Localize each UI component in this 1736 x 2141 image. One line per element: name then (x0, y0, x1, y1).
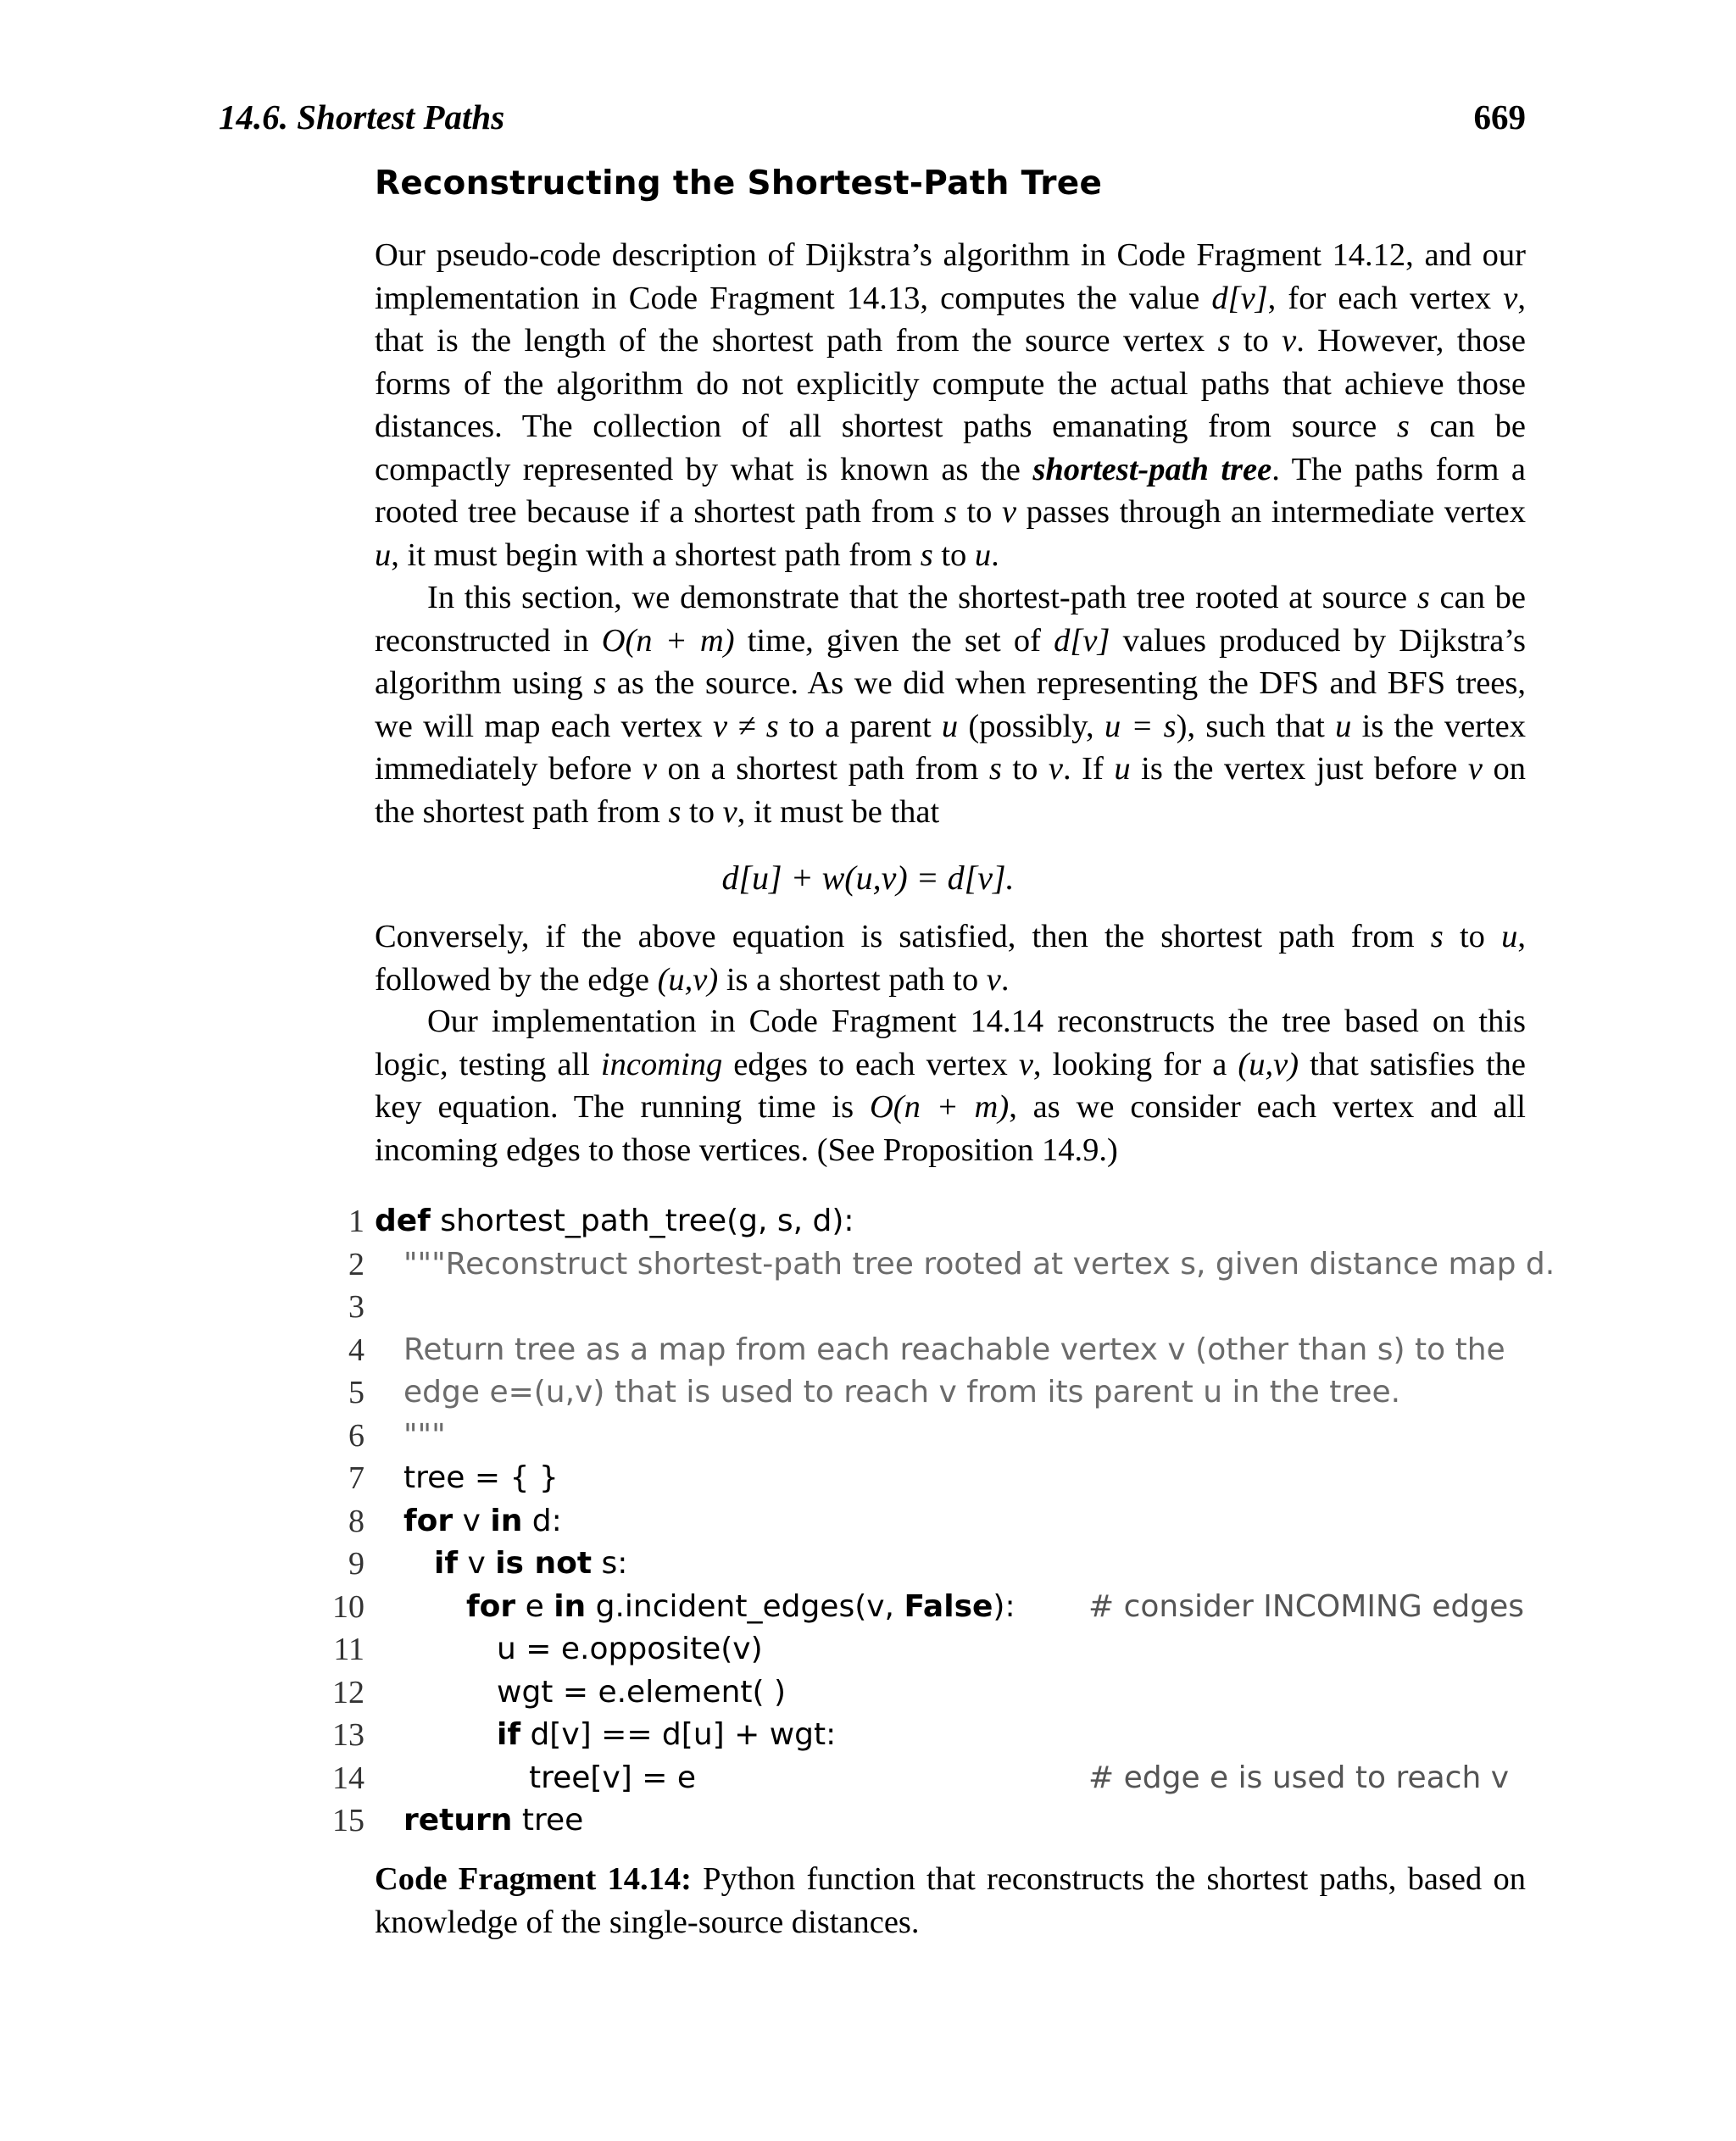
code-line: 11 u = e.opposite(v) (312, 1628, 1533, 1671)
line-number: 9 (348, 1546, 364, 1582)
line-number: 1 (348, 1204, 364, 1239)
line-number: 13 (332, 1717, 364, 1753)
line-number: 7 (348, 1460, 364, 1496)
key-term: shortest-path tree (1032, 451, 1272, 487)
code-line (312, 1286, 1533, 1329)
code-comment: # edge e is used to reach v (1088, 1760, 1510, 1795)
line-number: 12 (332, 1674, 364, 1710)
code-line: 9 if v is not s: (312, 1543, 1533, 1586)
docstring: """Reconstruct shortest-path tree rooted at vertex s, given distance map d. (403, 1246, 1555, 1282)
docstring: edge e=(u,v) that is used to reach v from its parent u in the tree. (403, 1375, 1401, 1410)
line-number: 10 (332, 1588, 364, 1625)
line-number: 4 (348, 1332, 364, 1368)
docstring: Return tree as a map from each reachable vertex v (other than s) to the (403, 1332, 1505, 1367)
line-number: 8 (348, 1503, 364, 1539)
line-number: 6 (348, 1417, 364, 1454)
subheading: Reconstructing the Shortest-Path Tree (375, 164, 1103, 203)
code-line: 12 wgt = e.element( ) (312, 1671, 1533, 1715)
caption-text: Python function that reconstructs the shortest paths, based on knowledge of the single-source distances. (375, 1861, 1526, 1940)
equation: d[u] + w(u,v) = d[v]. (721, 859, 1015, 897)
code-line: 10 for e in g.incident_edges(v, False): # consider INCOMING edges (312, 1586, 1533, 1629)
paragraph-3: Conversely, if the above equation is satisfied, then the shortest path from s to u, followed by the edge (u,v) is a shortest path to v. (375, 919, 1526, 998)
code-line: 14 tree[v] = e # edge e is used to reach v (312, 1757, 1533, 1800)
docstring: """ (403, 1417, 446, 1453)
code-caption (375, 1858, 1526, 1944)
section-title: 14.6. Shortest Paths (219, 97, 505, 136)
caption-label: Code Fragment 14.14: (375, 1861, 692, 1897)
line-number: 15 (332, 1803, 364, 1838)
line-number: 5 (348, 1375, 364, 1410)
line-number: 11 (333, 1632, 364, 1667)
running-header (219, 97, 1526, 144)
code-line (312, 1243, 1555, 1287)
paragraph-4: Our implementation in Code Fragment 14.14 reconstructs the tree based on this logic, testing all incoming edges to each vertex v, looking for a (u,v) that satisfies the key equation. The running time is O(n + m), as we consider each vertex and all incoming edges to those vertices. (See Proposition 14.9.) (375, 1004, 1526, 1168)
paragraph-2: In this section, we demonstrate that the shortest-path tree rooted at source s can be reconstructed in O(n + m) time, given the set of d[v] values produced by Dijkstra’s algorithm using s as the source. As we did when representing the DFS and BFS trees, we will map each vertex v ≠ s to a parent u (possibly, u = s), such that u is the vertex immediately before v on a shortest path from s to v. If u is the vertex just before v on the shortest path from s to v, it must be that (375, 580, 1527, 830)
code-line: 7 tree = { } (312, 1457, 1533, 1500)
code-line: 15 return tree (312, 1799, 1533, 1843)
line-number: 2 (348, 1246, 364, 1282)
code-comment: # consider INCOMING edges (1088, 1588, 1524, 1624)
code-line (312, 1329, 1533, 1372)
code-line: 1 def shortest_path_tree(g, s, d): (312, 1200, 1533, 1243)
code-line (312, 1371, 1533, 1415)
paragraph-1: Our pseudo-code description of Dijkstra’s algorithm in Code Fragment 14.12, and our implementation in Code Fragment 14.13, computes the value d[v], for each vertex v, that is the length of the shortest path from the source vertex s to v. However, those forms of the algorithm do not explicitly compute the actual paths that achieve those distances. The collection of all shortest paths emanating from source s can be compactly represented by what is known as the shortest-path tree. The paths form a rooted tree because if a shortest path from s to v passes through an intermediate vertex u, it must begin with a shortest path from s to u. (375, 237, 1527, 573)
line-number: 3 (348, 1289, 364, 1325)
code-line: 13 if d[v] == d[u] + wgt: (312, 1714, 1533, 1757)
page-number: 669 (1473, 97, 1526, 136)
line-number: 14 (332, 1760, 364, 1796)
code-line: 8 for v in d: (312, 1500, 1533, 1543)
code-listing (312, 1200, 1555, 1843)
code-line (312, 1415, 1533, 1458)
